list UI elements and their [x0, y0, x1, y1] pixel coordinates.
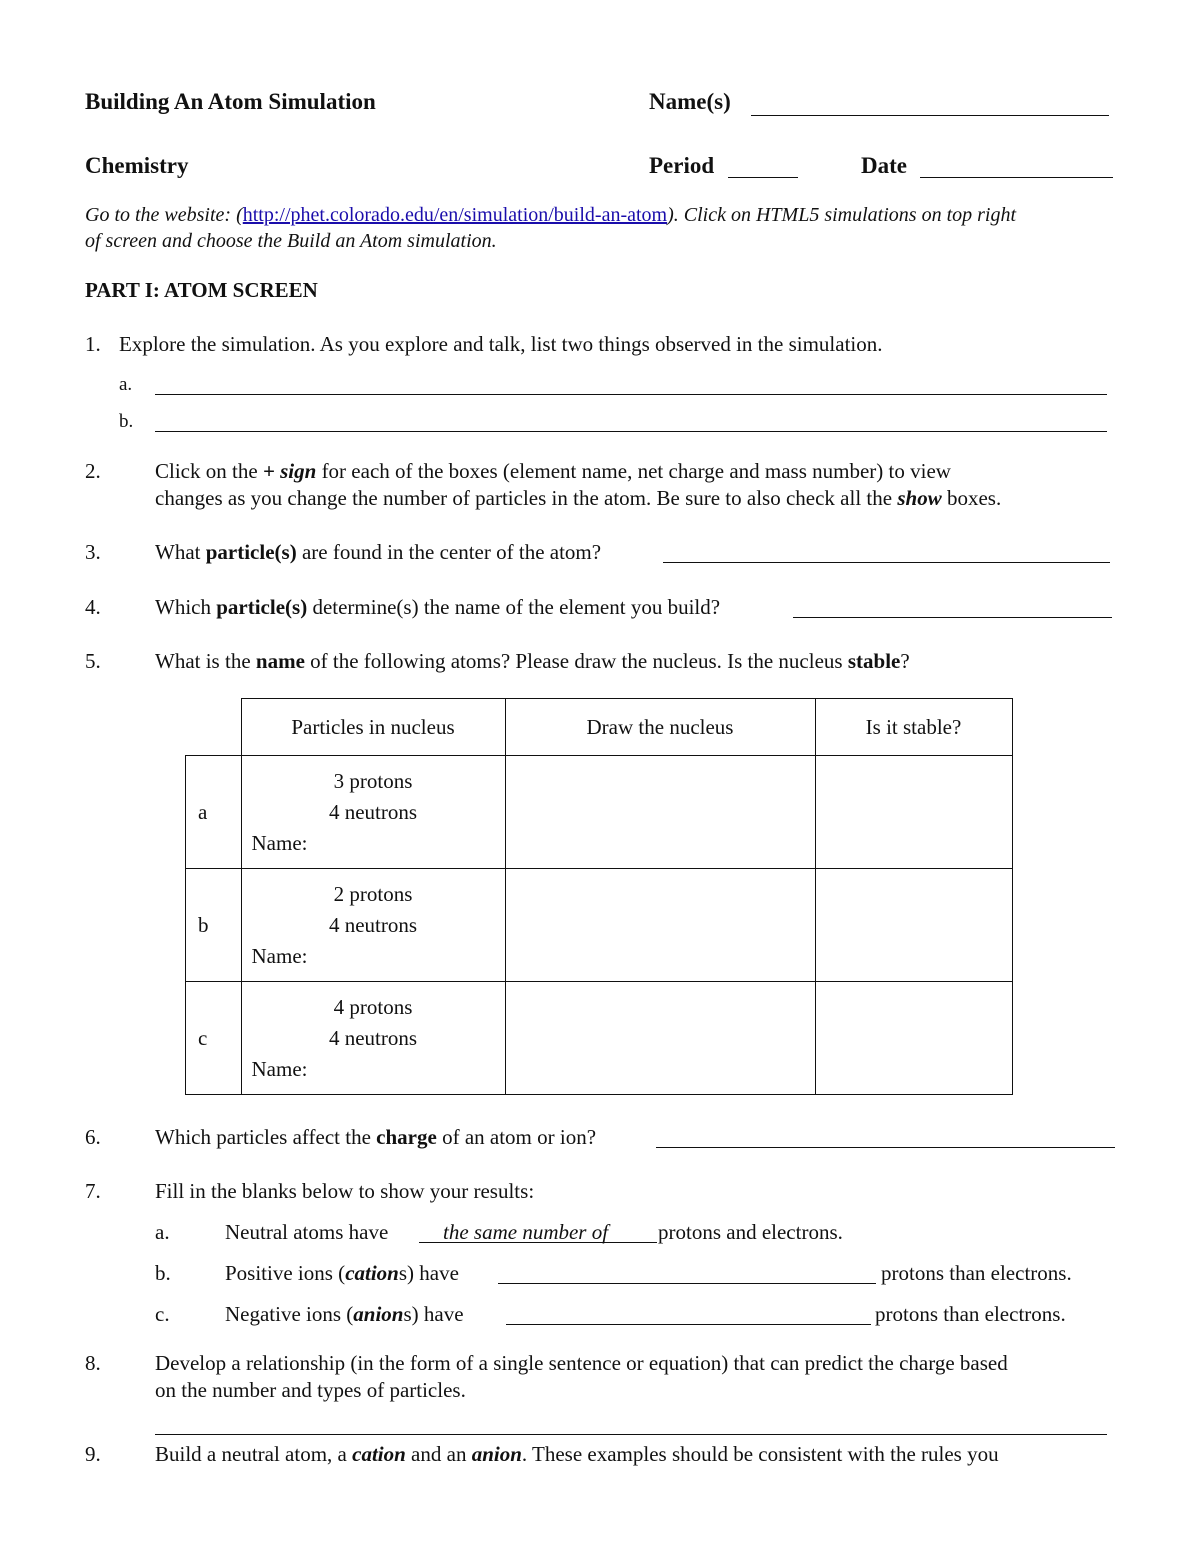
q2-text-3: changes as you change the number of particles in the atom. Be sure to also check all the	[155, 486, 898, 510]
q1-b-blank[interactable]	[155, 431, 1107, 432]
q8-number: 8.	[85, 1351, 101, 1375]
q3-text-1: What	[155, 540, 206, 564]
q6-text-2: of an atom or ion?	[436, 1125, 597, 1149]
q7-a-answer: the same number of	[443, 1220, 609, 1244]
q7-c-blank[interactable]	[506, 1324, 871, 1325]
q5-number: 5.	[85, 649, 101, 673]
q5-text-2: of the following atoms? Please draw the nucleus. Is the nucleus	[304, 649, 848, 673]
q4-number: 4.	[85, 595, 101, 619]
q8-line-2: on the number and types of particles.	[155, 1378, 466, 1402]
q4-text	[155, 594, 720, 620]
intro-line-2: of screen and choose the Build an Atom simulation.	[85, 230, 497, 252]
q6-blank[interactable]	[656, 1147, 1115, 1148]
q9-cation-bold: cation	[352, 1442, 406, 1466]
header-stable: Is it stable?	[815, 699, 1012, 756]
worksheet-title: Building An Atom Simulation	[85, 89, 376, 114]
q5-text-3: ?	[900, 649, 910, 673]
row-label: c	[186, 982, 242, 1095]
stable-cell[interactable]	[815, 869, 1012, 982]
neutrons-count: 4 neutrons	[328, 800, 418, 824]
q3-bold: particle(s)	[205, 540, 297, 564]
neutrons-count: 4 neutrons	[328, 913, 418, 937]
particles-cell	[241, 869, 505, 982]
stable-cell[interactable]	[815, 756, 1012, 869]
header-particles: Particles in nucleus	[241, 699, 505, 756]
q1-number: 1.	[85, 332, 101, 356]
stable-cell[interactable]	[815, 982, 1012, 1095]
q4-blank[interactable]	[793, 617, 1112, 618]
q7-a-text-end: protons and electrons.	[658, 1220, 843, 1244]
q1-a-label: a.	[119, 374, 133, 395]
q5-text	[155, 648, 910, 674]
q6-number: 6.	[85, 1125, 101, 1149]
q2-text-4: boxes.	[941, 486, 1002, 510]
header-draw: Draw the nucleus	[505, 699, 815, 756]
q7-c-text-end: protons than electrons.	[875, 1302, 1066, 1326]
q4-text-2: determine(s) the name of the element you build?	[307, 595, 721, 619]
q8-blank[interactable]	[155, 1434, 1107, 1435]
intro-text-2: ). Click on HTML5 simulations on top right	[667, 204, 1017, 226]
q5-text-1: What is the	[155, 649, 256, 673]
protons-count: 2 protons	[333, 882, 413, 906]
period-label: Period	[649, 153, 715, 178]
q5-name-bold: name	[255, 649, 305, 673]
q7-c-text-1: Negative ions (	[225, 1302, 354, 1326]
draw-cell[interactable]	[505, 756, 815, 869]
q7-text: Fill in the blanks below to show your results:	[155, 1179, 535, 1203]
names-label: Name(s)	[649, 89, 731, 114]
plus-sign-text: + sign	[262, 459, 317, 483]
q9-text	[155, 1441, 999, 1467]
q5-stable-bold: stable	[847, 649, 901, 673]
q2-text-1: Click on the	[155, 459, 263, 483]
q7-a-label: a.	[155, 1220, 170, 1244]
intro-line-1	[85, 203, 1016, 228]
row-label: b	[186, 869, 242, 982]
q7-b-text-end: protons than electrons.	[881, 1261, 1072, 1285]
draw-cell[interactable]	[505, 982, 815, 1095]
q1-text: Explore the simulation. As you explore and talk, list two things observed in the simulation.	[119, 332, 883, 356]
q1-b-label: b.	[119, 411, 134, 432]
period-blank[interactable]	[728, 177, 798, 178]
q4-bold: particle(s)	[216, 595, 308, 619]
q8-line-1: Develop a relationship (in the form of a single sentence or equation) that can predict the charge based	[155, 1351, 1008, 1375]
row-label: a	[186, 756, 242, 869]
table-row	[186, 869, 1013, 982]
q9-text-3: . These examples should be consistent with the rules you	[521, 1442, 999, 1466]
name-label: Name:	[251, 830, 308, 855]
q7-b-text-1: Positive ions (	[225, 1261, 346, 1285]
name-label: Name:	[251, 943, 308, 968]
q3-number: 3.	[85, 540, 101, 564]
q1-a-blank[interactable]	[155, 394, 1107, 395]
q2-number: 2.	[85, 459, 101, 483]
show-text: show	[897, 486, 942, 510]
q2-line-1	[155, 458, 951, 484]
q9-text-1: Build a neutral atom, a	[155, 1442, 353, 1466]
q7-c-text	[225, 1301, 464, 1327]
corner-cell	[186, 699, 242, 756]
q6-bold: charge	[376, 1125, 437, 1149]
anion-bold: anion	[353, 1302, 404, 1326]
subject-label: Chemistry	[85, 153, 189, 178]
q7-number: 7.	[85, 1179, 101, 1203]
q3-text	[155, 539, 601, 565]
protons-count: 3 protons	[333, 769, 413, 793]
q7-b-label: b.	[155, 1261, 171, 1285]
q7-a-text: Neutral atoms have	[225, 1220, 389, 1244]
particles-cell	[241, 756, 505, 869]
q6-text-1: Which particles affect the	[155, 1125, 377, 1149]
particles-cell	[241, 982, 505, 1095]
q7-b-blank[interactable]	[498, 1283, 876, 1284]
draw-cell[interactable]	[505, 869, 815, 982]
q3-blank[interactable]	[663, 562, 1110, 563]
intro-text-1: Go to the website: (	[85, 204, 243, 226]
q4-text-1: Which	[155, 595, 217, 619]
table-row	[186, 982, 1013, 1095]
protons-count: 4 protons	[333, 995, 413, 1019]
q9-number: 9.	[85, 1442, 101, 1466]
table-row	[186, 756, 1013, 869]
atoms-table	[185, 698, 1013, 1095]
q7-c-label: c.	[155, 1302, 170, 1326]
table-header-row	[186, 699, 1013, 756]
q6-text	[155, 1124, 596, 1150]
date-label: Date	[861, 153, 907, 178]
cation-bold: cation	[345, 1261, 399, 1285]
q2-line-2	[155, 485, 1001, 511]
simulation-link[interactable]: http://phet.colorado.edu/en/simulation/build-an-atom	[242, 204, 668, 226]
date-blank[interactable]	[920, 177, 1113, 178]
name-label: Name:	[251, 1056, 308, 1081]
q9-text-2: and an	[405, 1442, 472, 1466]
q9-anion-bold: anion	[471, 1442, 522, 1466]
q2-text-2: for each of the boxes (element name, net charge and mass number) to view	[316, 459, 951, 483]
names-blank[interactable]	[751, 115, 1109, 116]
q7-b-text-2: s) have	[398, 1261, 459, 1285]
q7-b-text	[225, 1260, 459, 1286]
part-heading: PART I: ATOM SCREEN	[85, 278, 318, 302]
q7-c-text-2: s) have	[403, 1302, 464, 1326]
q3-text-2: are found in the center of the atom?	[296, 540, 602, 564]
neutrons-count: 4 neutrons	[328, 1026, 418, 1050]
